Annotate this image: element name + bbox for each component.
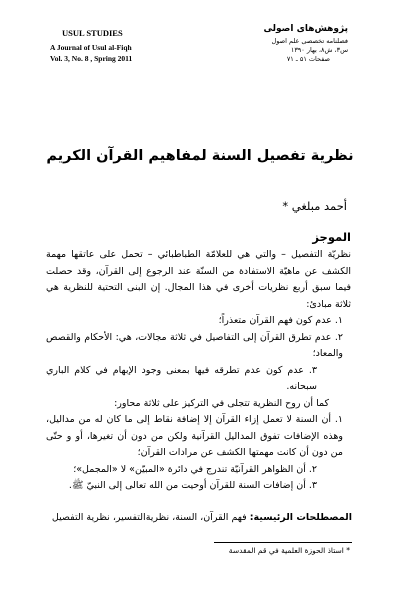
persian-issue-info: س۳، ش۸، بهار ۱۳۹۰: [290, 46, 348, 54]
english-header: [50, 28, 200, 63]
article-author: أحمد مبلغي *: [282, 199, 347, 213]
principle-item: ٣. عدم كون عدم تطرقه فيها بمعنى وجود الإبهام في كلام الباري سبحانه.: [46, 364, 317, 392]
abstract-body: [46, 247, 351, 495]
axes-intro: كما أن روح النظرية تتجلى في التركيز على ثلاثة محاور:: [114, 397, 329, 409]
keywords-label: المصطلحات الرئيسية:: [249, 512, 352, 523]
axis-item: ١. أن السنة لا تعمل إزاء القرآن إلا إضافة نقاط إلى ما كان له من مداليل، وهذه الإضافات تفوق المداليل القرآنية ولكن من دون أن تغيرها، أو و حتّى من دون أن كانت مهمتها الكشف عن مرادات القرآن؛: [46, 414, 343, 458]
abstract-heading: الموجز: [312, 230, 351, 244]
footnote-divider: [214, 542, 352, 543]
abstract-intro: نظريّة التفصيل – والتي هي للعلامّة الطباطبائي – تحمل على عاتقها مهمة الكشف عن ماهيّة الاستفادة من السنّة عند الرجوع إلى القرآن، وقد حصلت فيما سبق أربع نظريات أخرى في هذا المجال. إن البنى التحتية للنظرية هي ثلاثة مبادئ:: [46, 249, 351, 310]
persian-header: [228, 24, 348, 64]
persian-journal-subtitle: فصلنامه تخصصی علم اصول: [271, 37, 348, 45]
english-journal-subtitle: A Journal of Usul al-Fiqh: [50, 43, 132, 52]
axis-item: ٢. أن الظواهر القرآنيّة تندرج في دائرة «المبيّن» لا «المجمل»؛: [73, 463, 317, 475]
principle-item: ١. عدم كون فهم القرآن متعذراً؛: [218, 315, 343, 326]
keywords-text: فهم القرآن، السنة، نظريةالتفسير، نظرية التفصيل: [51, 512, 247, 523]
article-title: نظرية تفصيل السنة لمفاهيم القرآن الكريم: [46, 148, 354, 164]
english-volume-info: Vol. 3, No. 8 , Spring 2011: [50, 54, 133, 63]
axis-item: ٣. أن إضافات السنة للقرآن أوحيت من الله تعالى إلى النبيّ ﷺ.: [68, 480, 317, 491]
persian-page-range: صفحات ۵۱ ـ ۷۱: [286, 55, 330, 63]
keywords-line: [52, 512, 352, 523]
principle-item: ٢. عدم تطرق القرآن إلى التفاصيل في ثلاثة مجالات، هي: الأحكام والقصص والمعاد؛: [46, 331, 343, 359]
persian-journal-name: پژوهش‌های اصولی: [263, 24, 348, 34]
english-journal-name: USUL STUDIES: [62, 28, 123, 38]
author-footnote: * استاذ الحوزة العلمية في قم المقدسة: [228, 546, 350, 555]
